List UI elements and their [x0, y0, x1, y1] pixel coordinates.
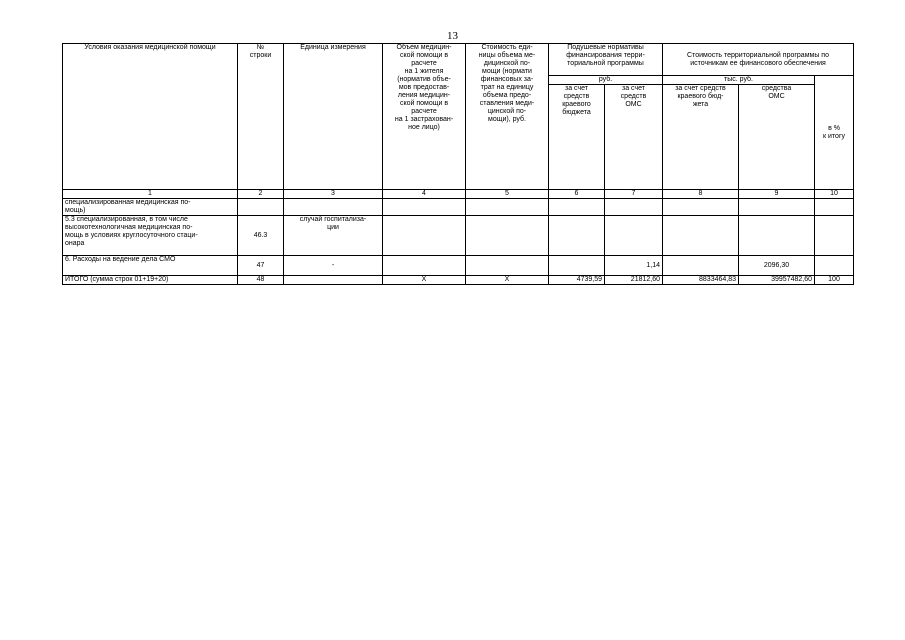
column-number: 3	[284, 190, 383, 199]
row-value-col10	[815, 256, 854, 276]
column-number: 2	[238, 190, 284, 199]
row-value-col7	[605, 199, 663, 216]
row-volume	[383, 199, 466, 216]
column-number: 6	[549, 190, 605, 199]
row-value-col9	[739, 199, 815, 216]
row-volume	[383, 216, 466, 256]
row-number: 47	[238, 256, 284, 276]
header-row-number: № строки	[238, 44, 284, 190]
column-number-row	[63, 190, 854, 199]
row-value-col9: 2096,30	[739, 256, 815, 276]
header-rub: руб.	[549, 76, 663, 85]
column-number: 7	[605, 190, 663, 199]
row-unit: -	[284, 256, 383, 276]
header-oms-funds: за счет средств ОМС	[605, 85, 663, 190]
table-row	[63, 216, 854, 256]
column-number: 9	[739, 190, 815, 199]
row-value-col7	[605, 216, 663, 256]
total-regional-budget-thousand: 8833464,83	[663, 276, 739, 285]
header-unit: Единица измерения	[284, 44, 383, 190]
row-value-col7: 1,14	[605, 256, 663, 276]
row-value-col10	[815, 216, 854, 256]
column-number: 4	[383, 190, 466, 199]
total-oms-thousand: 39957482,60	[739, 276, 815, 285]
header-oms-funds-thousand: средства ОМС	[739, 85, 815, 190]
row-value-col8	[663, 199, 739, 216]
total-unit	[284, 276, 383, 285]
total-cost: Х	[466, 276, 549, 285]
total-volume: Х	[383, 276, 466, 285]
row-volume	[383, 256, 466, 276]
total-row	[63, 276, 854, 285]
row-number: 46.3	[238, 216, 284, 256]
header-thousand-rub: тыс. руб.	[663, 76, 815, 85]
row-cost	[466, 216, 549, 256]
row-label: 6. Расходы на ведение дела СМО	[63, 256, 238, 276]
row-value-col6	[549, 199, 605, 216]
table-row	[63, 256, 854, 276]
total-percent: 100	[815, 276, 854, 285]
row-cost	[466, 256, 549, 276]
total-row-number: 48	[238, 276, 284, 285]
row-value-col10	[815, 199, 854, 216]
row-value-col6	[549, 216, 605, 256]
row-value-col8	[663, 216, 739, 256]
row-cost	[466, 199, 549, 216]
total-oms: 21812,60	[605, 276, 663, 285]
table-row	[63, 199, 854, 216]
header-conditions: Условия оказания медицинской помощи	[63, 44, 238, 190]
territorial-program-table	[62, 43, 854, 285]
header-unit-cost: Стоимость еди- ницы объема ме- дицинской по- мощи (нормати финансовых за- трат на единицу объема предо- ставления меди- цинской по- мощи), руб.	[466, 44, 549, 190]
row-number	[238, 199, 284, 216]
row-value-col6	[549, 256, 605, 276]
column-number: 8	[663, 190, 739, 199]
row-value-col8	[663, 256, 739, 276]
row-unit: случай госпитализа- ции	[284, 216, 383, 256]
column-number: 10	[815, 190, 854, 199]
header-territorial-program-cost: Стоимость территориальной программы по источникам ее финансового обеспечения	[663, 44, 854, 76]
header-percent-of-total: в % к итогу	[815, 76, 854, 190]
header-regional-budget: за счет средств краевого бюджета	[549, 85, 605, 190]
total-regional-budget: 4739,59	[549, 276, 605, 285]
total-label: ИТОГО (сумма строк 01+19+20)	[63, 276, 238, 285]
row-label: специализированная медицинская по- мощь)	[63, 199, 238, 216]
header-per-capita-norms: Подушевые нормативы финансирования терри- ториальной программы	[549, 44, 663, 76]
column-number: 5	[466, 190, 549, 199]
row-value-col9	[739, 216, 815, 256]
row-unit	[284, 199, 383, 216]
page-number: 13	[447, 30, 458, 42]
header-regional-budget-thousand: за счет средств краевого бюд- жета	[663, 85, 739, 190]
header-volume: Объем медицин- ской помощи в расчете на 1 жителя (норматив объе- мов предостав- ления медицин- ской помощи в расчете на 1 застрахован- ное лицо)	[383, 44, 466, 190]
column-number: 1	[63, 190, 238, 199]
row-label: 5.3 специализированная, в том числе высокотехнологичная медицинская по- мощь в условиях круглосуточного стаци- онара	[63, 216, 238, 256]
